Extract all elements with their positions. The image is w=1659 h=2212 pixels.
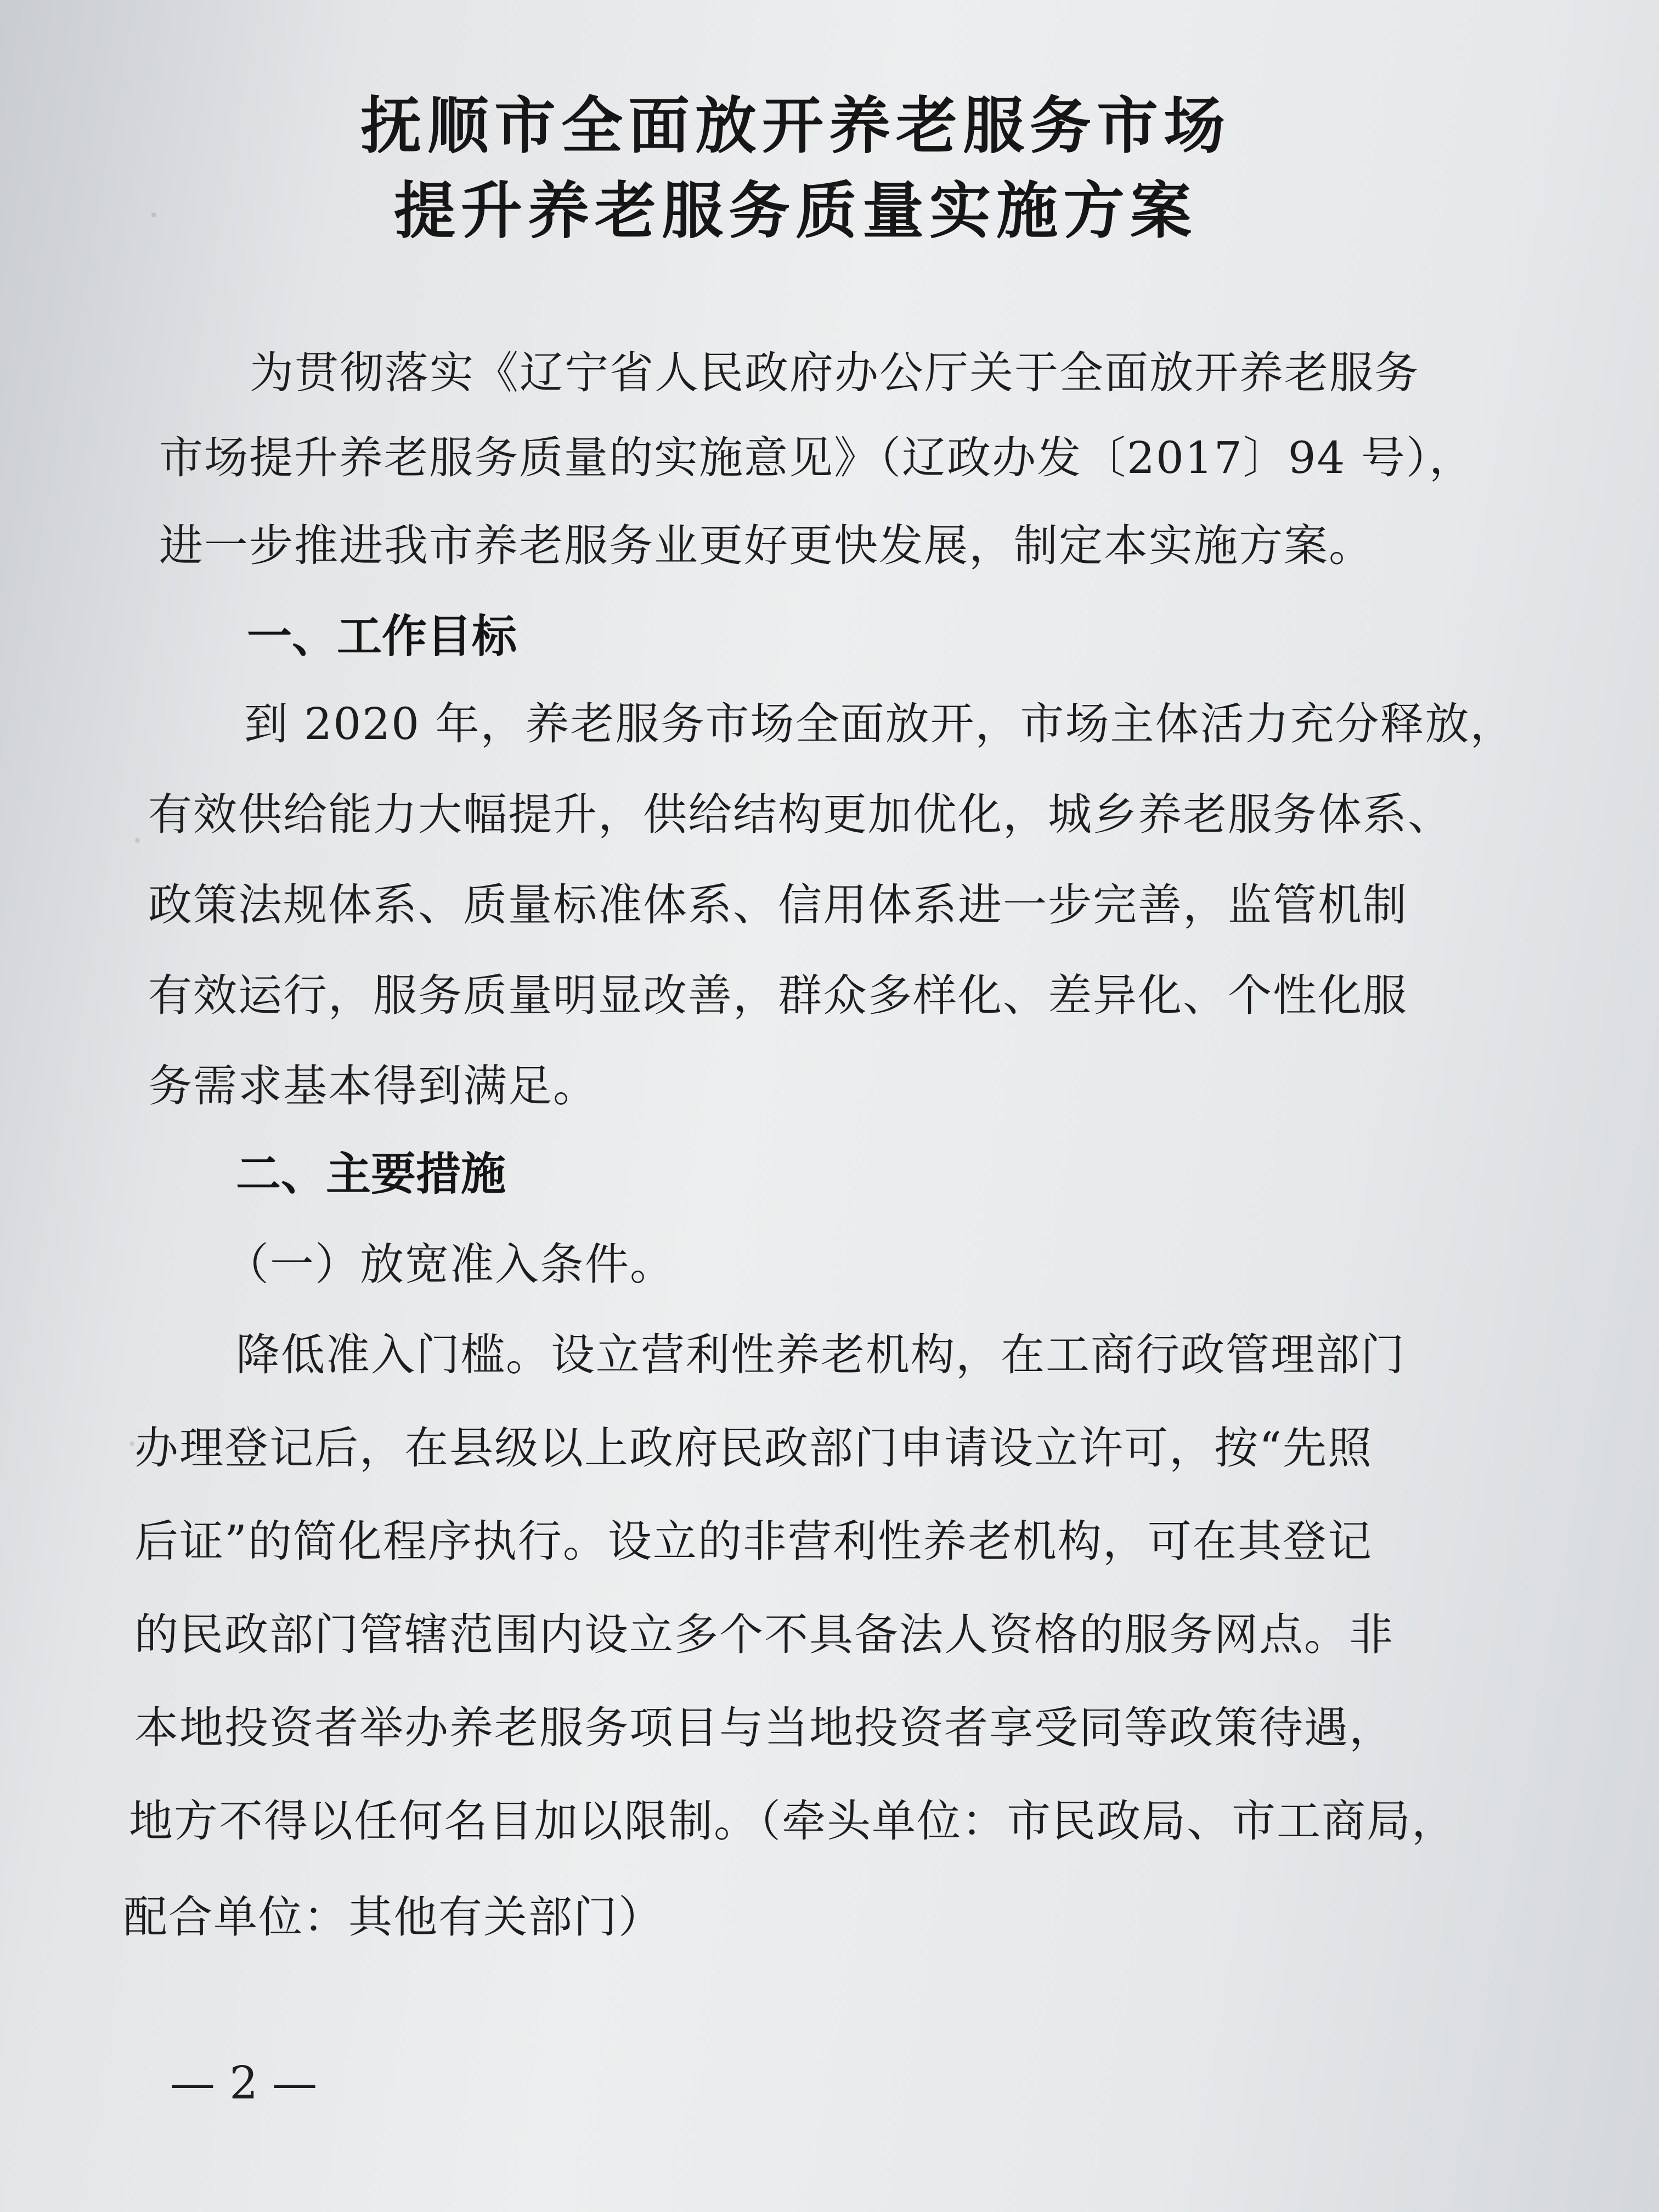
section-1-line-3: 政策法规体系、质量标准体系、信用体系进一步完善，监管机制 — [148, 879, 1408, 930]
document-title-line-2: 提升养老服务质量实施方案 — [394, 176, 1197, 247]
intro-line-2: 市场提升养老服务质量的实施意见》（辽政办发〔2017〕94 号）， — [159, 432, 1474, 483]
page-number: — 2 — — [170, 2057, 318, 2109]
section-2-heading: 二、主要措施 — [236, 1148, 506, 1200]
section-1-line-1: 到 2020 年，养老服务市场全面放开，市场主体活力充分释放， — [244, 698, 1515, 749]
section-1-line-2: 有效供给能力大幅提升，供给结构更加优化，城乡养老服务体系、 — [148, 789, 1453, 840]
section-1-line-5: 务需求基本得到满足。 — [148, 1060, 598, 1111]
intro-line-3: 进一步推进我市养老服务业更好更快发展，制定本实施方案。 — [159, 520, 1374, 571]
document-title-line-1: 抚顺市全面放开养老服务市场 — [360, 91, 1231, 162]
bleed-through-mark: · — [132, 820, 143, 862]
section-2-line-4: 的民政部门管辖范围内设立多个不具备法人资格的服务网点。非 — [134, 1609, 1394, 1660]
bleed-through-mark: · — [126, 1423, 138, 1465]
section-1-line-4: 有效运行，服务质量明显改善，群众多样化、差异化、个性化服 — [148, 970, 1408, 1021]
section-2-line-3: 后证”的简化程序执行。设立的非营利性养老机构，可在其登记 — [134, 1516, 1373, 1567]
section-2-subheading: （一）放宽准入条件。 — [225, 1239, 675, 1290]
section-2-line-5: 本地投资者举办养老服务项目与当地投资者享受同等政策待遇， — [134, 1702, 1394, 1753]
section-1-heading: 一、工作目标 — [247, 611, 517, 663]
intro-line-1: 为贯彻落实《辽宁省人民政府办公厅关于全面放开养老服务 — [250, 347, 1419, 398]
section-2-line-7: 配合单位：其他有关部门） — [123, 1892, 663, 1943]
bleed-through-mark: · — [148, 194, 160, 236]
section-2-line-1: 降低准入门槛。设立营利性养老机构，在工商行政管理部门 — [236, 1329, 1406, 1380]
section-2-line-2: 办理登记后，在县级以上政府民政部门申请设立许可，按“先照 — [134, 1423, 1373, 1474]
section-2-line-6: 地方不得以任何名目加以限制。（牵头单位：市民政局、市工商局， — [129, 1796, 1457, 1847]
